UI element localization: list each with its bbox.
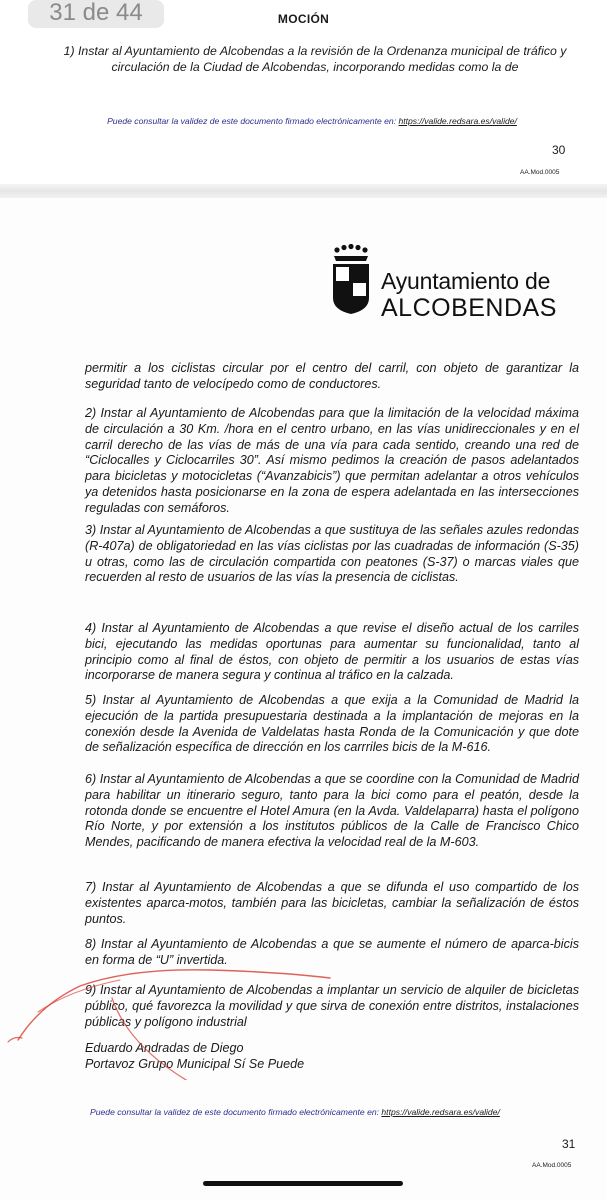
validity-link[interactable]: https://valide.redsara.es/valide/	[398, 116, 517, 126]
signatory-role: Portavoz Grupo Municipal Sí Se Puede	[85, 1057, 305, 1071]
validity-note	[90, 1107, 590, 1117]
motion-paragraph-6: 6) Instar al Ayuntamiento de Alcobendas a que se coordine con la Comunidad de Madrid para habilitar un itinerario seguro, tanto para la bici como para el peatón, desde la rotonda donde se encuentre el Hotel Amura (en la Avda. Valdelaparra) hasta el polígono Río Norte, y por extensión a los institutos públicos de la Calle de Francisco Chico Mendes, pacificando de manera efectiva la velocidad real de la M-603.	[85, 772, 579, 850]
page-number: 31	[562, 1137, 576, 1151]
page-separator	[0, 184, 607, 198]
logo-text-line1: Ayuntamiento de	[381, 268, 551, 294]
previous-page-fragment	[0, 0, 607, 192]
motion-paragraph-5: 5) Instar al Ayuntamiento de Alcobendas a que exija a la Comunidad de Madrid la ejecución de la partida presupuestaria destinada a la implantación de mejoras en la conexión desde la Avenida de Valdelatas hasta Ronda de la Comunicación y que dote de señalización específica de dirección en los carrriles bicis de la M-616.	[85, 693, 579, 755]
validity-link[interactable]: https://valide.redsara.es/valide/	[381, 1107, 500, 1117]
motion-paragraph-2: 2) Instar al Ayuntamiento de Alcobendas para que la limitación de la velocidad máxima de circulación a 30 Km. /hora en el centro urbano, en las vías unidireccionales y en el carril derecho de las vías de más de una vía para cada sentido, creando una red de “Ciclocalles y Ciclocarriles 30”. Así mismo pedimos la creación de pasos adelantados para bicicletas y motocicletas (“Avanzabicis”) que permitan adelantar a otros vehículos ya detenidos hasta posicionarse en la zona de espera adelantada en las intersecciones reguladas con semáforos.	[85, 406, 579, 515]
motion-paragraph-9: 9) Instar al Ayuntamiento de Alcobendas a implantar un servicio de alquiler de bicicletas público, qué favorezca la movilidad y que sirva de conexión entre distritos, instalaciones públicas y polígono industrial	[85, 983, 579, 1029]
signatory-name: Eduardo Andradas de Diego	[85, 1041, 244, 1055]
page-number: 30	[552, 143, 566, 157]
motion-paragraph-7: 7) Instar al Ayuntamiento de Alcobendas a que se difunda el uso compartido de los existentes aparca-motos, también para las bicicletas, cambiar la señalización de éstos puntos.	[85, 880, 579, 926]
motion-paragraph-1-continued: permitir a los ciclistas circular por el centro del carril, con objeto de garantizar la seguridad tanto de velocípedo como de conductores.	[85, 361, 579, 391]
page-title: MOCIÓN	[277, 12, 330, 26]
motion-paragraph-8: 8) Instar al Ayuntamiento de Alcobendas a que se aumente el número de aparca-bicis en forma de “U” invertida.	[85, 937, 579, 967]
motion-paragraph-1: 1) Instar al Ayuntamiento de Alcobendas a la revisión de la Ordenanza municipal de tráfico y circulación de la Ciudad de Alcobendas, incorporando medidas como la de	[63, 44, 567, 74]
logo-text-line2: ALCOBENDAS	[381, 294, 557, 322]
validity-text: Puede consultar la validez de este documento firmado electrónicamente en:	[107, 116, 397, 126]
page-counter-badge: 31 de 44	[28, 0, 164, 28]
validity-note	[62, 116, 562, 126]
motion-paragraph-3: 3) Instar al Ayuntamiento de Alcobendas a que sustituya de las señales azules redondas (R-407a) de obligatoriedad en las vías ciclistas por las cuadradas de información (S-35) u otras, como las de circulación compartida con peatones (S-37) o marcas viales que recuerden al resto de usuarios de las vías la presencia de ciclistas.	[85, 523, 579, 585]
model-code: AA.Mod.0005	[532, 1162, 572, 1169]
validity-text: Puede consultar la validez de este documento firmado electrónicamente en:	[90, 1107, 380, 1117]
model-code: AA.Mod.0005	[520, 169, 560, 176]
motion-paragraph-4: 4) Instar al Ayuntamiento de Alcobendas a que revise el diseño actual de los carriles bici, ejecutando las medidas oportunas para aumentar su funcionalidad, tanto al principio como al final de éstos, con objeto de permitir a los usuarios de estas vías incorporarse de manera segura y continua al tráfico en la calzada.	[85, 621, 579, 683]
home-indicator-bar[interactable]	[203, 1181, 403, 1186]
